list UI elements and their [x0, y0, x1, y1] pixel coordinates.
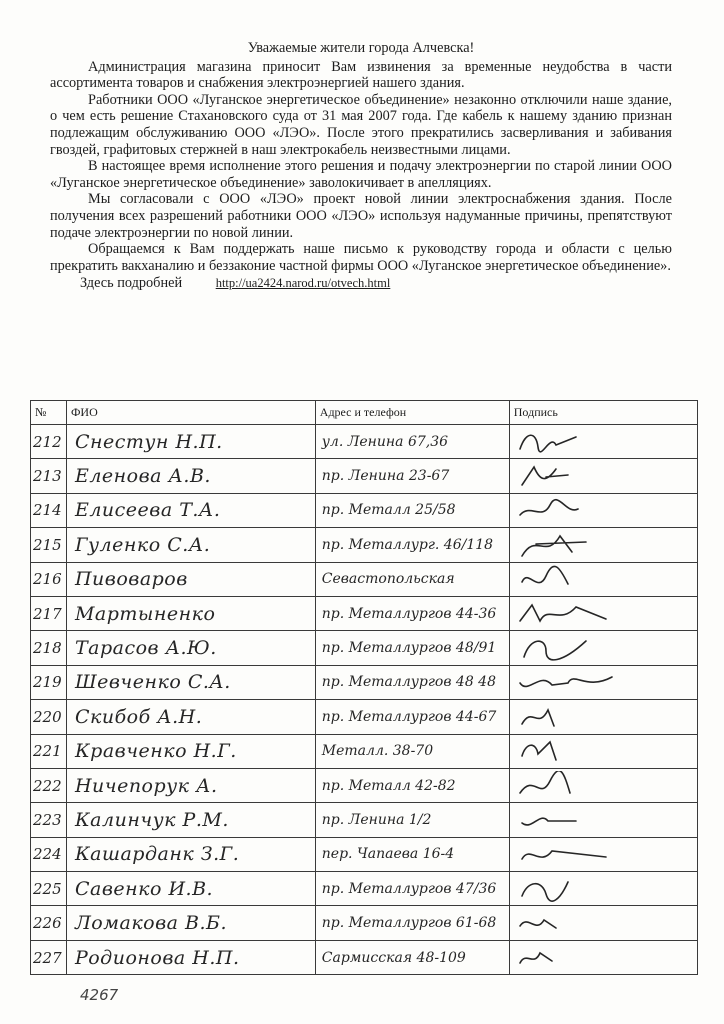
row-number: 216: [31, 562, 67, 596]
row-number: 212: [31, 425, 67, 459]
row-signature: [509, 734, 697, 768]
signature-stroke: [522, 467, 568, 485]
signature-stroke: [524, 641, 586, 660]
row-address: пер. Чапаева 16-4: [315, 837, 509, 871]
row-address: пр. Металлургов 48/91: [315, 631, 509, 665]
details-line: [50, 275, 672, 292]
row-number: 218: [31, 631, 67, 665]
letter-title: Уважаемые жители города Алчевска!: [247, 40, 475, 56]
signature-stroke: [520, 953, 552, 963]
table-row: [31, 562, 698, 596]
table-row: [31, 734, 698, 768]
table-row: [31, 459, 698, 493]
signature-stroke: [520, 677, 612, 686]
row-number: 222: [31, 768, 67, 802]
letter-paragraph: Работники ООО «Луганское энергетическое объединение» незаконно отключили наше здание, о чем есть решение Стахановского суда от 31 мая 2007 года. Где кабель к нашему зданию признан подлежащим обслуживанию ООО «ЛЭО». После этого прекратились засверливания и забивания гвоздей, графитовых стержней в наш электрокабель неизвестными лицами.: [50, 91, 672, 158]
row-signature: [509, 562, 697, 596]
row-signature: [509, 459, 697, 493]
row-address: Севастопольская: [315, 562, 509, 596]
row-address: пр. Металл 25/58: [315, 493, 509, 527]
row-address: пр. Металлургов 44-36: [315, 596, 509, 630]
details-label: Здесь подробней: [80, 275, 183, 292]
row-number: 214: [31, 493, 67, 527]
letter-paragraph: В настоящее время исполнение этого решения и подачу электроэнергии по старой линии ООО «Луганское энергетическое объединение» заволокичивает в апелляциях.: [50, 158, 672, 191]
row-name: Тарасов А.Ю.: [66, 631, 315, 665]
row-signature: [509, 700, 697, 734]
row-signature: [509, 940, 697, 974]
row-number: 220: [31, 700, 67, 734]
handwritten-signature: [516, 495, 636, 525]
row-name: Скибоб А.Н.: [66, 700, 315, 734]
row-address: пр. Металлургов 47/36: [315, 872, 509, 906]
handwritten-signature: [516, 564, 636, 594]
row-name: Елисеева Т.А.: [66, 493, 315, 527]
handwritten-signature: [516, 771, 636, 801]
table-row: [31, 665, 698, 699]
row-number: 215: [31, 528, 67, 562]
signature-stroke: [520, 435, 576, 452]
handwritten-signature: [516, 667, 636, 697]
letter-paragraph: Мы согласовали с ООО «ЛЭО» проект новой линии электроснабжения здания. После получения всех разрешений работники ООО «ЛЭО» используя надуманные причины, препятствуют подаче электроэнергии по новой линии.: [50, 191, 672, 241]
row-signature: [509, 803, 697, 837]
handwritten-signature: [516, 908, 636, 938]
signature-stroke: [520, 771, 570, 793]
column-header-signature: Подпись: [509, 401, 697, 425]
row-signature: [509, 906, 697, 940]
column-header-address: Адрес и телефон: [315, 401, 509, 425]
row-name: Кашарданк З.Г.: [66, 837, 315, 871]
column-header-name: ФИО: [66, 401, 315, 425]
row-signature: [509, 493, 697, 527]
signature-stroke: [522, 818, 576, 825]
row-signature: [509, 596, 697, 630]
handwritten-signature: [516, 805, 636, 835]
handwritten-signature: [516, 599, 636, 629]
row-address: пр. Металл 42-82: [315, 768, 509, 802]
table-row: [31, 906, 698, 940]
letter-paragraph: Администрация магазина приносит Вам извинения за временные неудобства в части ассортимента товаров и снабжения электроэнергией нашего здания.: [50, 58, 672, 92]
row-name: Савенко И.В.: [66, 872, 315, 906]
row-address: пр. Ленина 1/2: [315, 803, 509, 837]
row-signature: [509, 528, 697, 562]
row-address: ул. Ленина 67,36: [315, 425, 509, 459]
handwritten-signature: [516, 702, 636, 732]
row-number: 225: [31, 872, 67, 906]
row-address: пр. Металлургов 48 48: [315, 665, 509, 699]
table-row: [31, 803, 698, 837]
handwritten-signature: [516, 943, 636, 973]
row-signature: [509, 872, 697, 906]
row-name: Мартыненко: [66, 596, 315, 630]
table-row: [31, 425, 698, 459]
handwritten-signature: [516, 530, 636, 560]
table-row: [31, 596, 698, 630]
table-row: [31, 528, 698, 562]
row-address: пр. Металлургов 44-67: [315, 700, 509, 734]
signature-stroke: [522, 851, 606, 859]
signature-stroke: [522, 742, 556, 760]
row-name: Пивоваров: [66, 562, 315, 596]
row-number: 227: [31, 940, 67, 974]
row-number: 217: [31, 596, 67, 630]
row-address: пр. Металлургов 61-68: [315, 906, 509, 940]
handwritten-signature: [516, 427, 636, 457]
row-signature: [509, 768, 697, 802]
row-number: 224: [31, 837, 67, 871]
row-signature: [509, 631, 697, 665]
row-number: 213: [31, 459, 67, 493]
row-name: Снестун Н.П.: [66, 425, 315, 459]
row-number: 221: [31, 734, 67, 768]
row-name: Еленова А.В.: [66, 459, 315, 493]
signature-table: [30, 400, 698, 975]
table-row: [31, 837, 698, 871]
row-signature: [509, 425, 697, 459]
row-signature: [509, 665, 697, 699]
row-name: Шевченко С.А.: [66, 665, 315, 699]
row-name: Ломакова В.Б.: [66, 906, 315, 940]
row-name: Ничепорук А.: [66, 768, 315, 802]
table-row: [31, 700, 698, 734]
column-header-number: №: [31, 401, 67, 425]
row-name: Гуленко С.А.: [66, 528, 315, 562]
letter-paragraph: Обращаемся к Вам поддержать наше письмо к руководству города и области с целью прекратить вакханалию и беззаконие частной фирмы ООО «Луганское энергетическое объединение».: [50, 241, 672, 274]
handwritten-signature: [516, 736, 636, 766]
handwritten-signature: [516, 633, 636, 663]
table-row: [31, 872, 698, 906]
row-name: Родионова Н.П.: [66, 940, 315, 974]
table-row: [31, 940, 698, 974]
row-signature: [509, 837, 697, 871]
signature-stroke: [520, 920, 556, 928]
handwritten-signature: [516, 461, 636, 491]
table-row: [31, 768, 698, 802]
row-address: Сармисская 48-109: [315, 940, 509, 974]
row-address: пр. Ленина 23-67: [315, 459, 509, 493]
table-row: [31, 631, 698, 665]
row-name: Калинчук Р.М.: [66, 803, 315, 837]
appeal-letter: [50, 40, 672, 292]
signature-stroke: [522, 567, 568, 585]
row-number: 223: [31, 803, 67, 837]
handwritten-signature: [516, 839, 636, 869]
signature-stroke: [522, 882, 568, 901]
table-row: [31, 493, 698, 527]
signature-stroke: [522, 710, 554, 726]
details-link[interactable]: http://ua2424.narod.ru/otvech.html: [215, 276, 391, 291]
table-header-row: [31, 401, 698, 425]
row-number: 226: [31, 906, 67, 940]
row-number: 219: [31, 665, 67, 699]
row-address: Металл. 38-70: [315, 734, 509, 768]
handwritten-footnote: 4267: [80, 986, 119, 1004]
handwritten-signature: [516, 874, 636, 904]
row-name: Кравченко Н.Г.: [66, 734, 315, 768]
signature-stroke: [522, 536, 586, 556]
signature-stroke: [520, 605, 606, 621]
row-address: пр. Металлург. 46/118: [315, 528, 509, 562]
signature-stroke: [520, 500, 578, 515]
